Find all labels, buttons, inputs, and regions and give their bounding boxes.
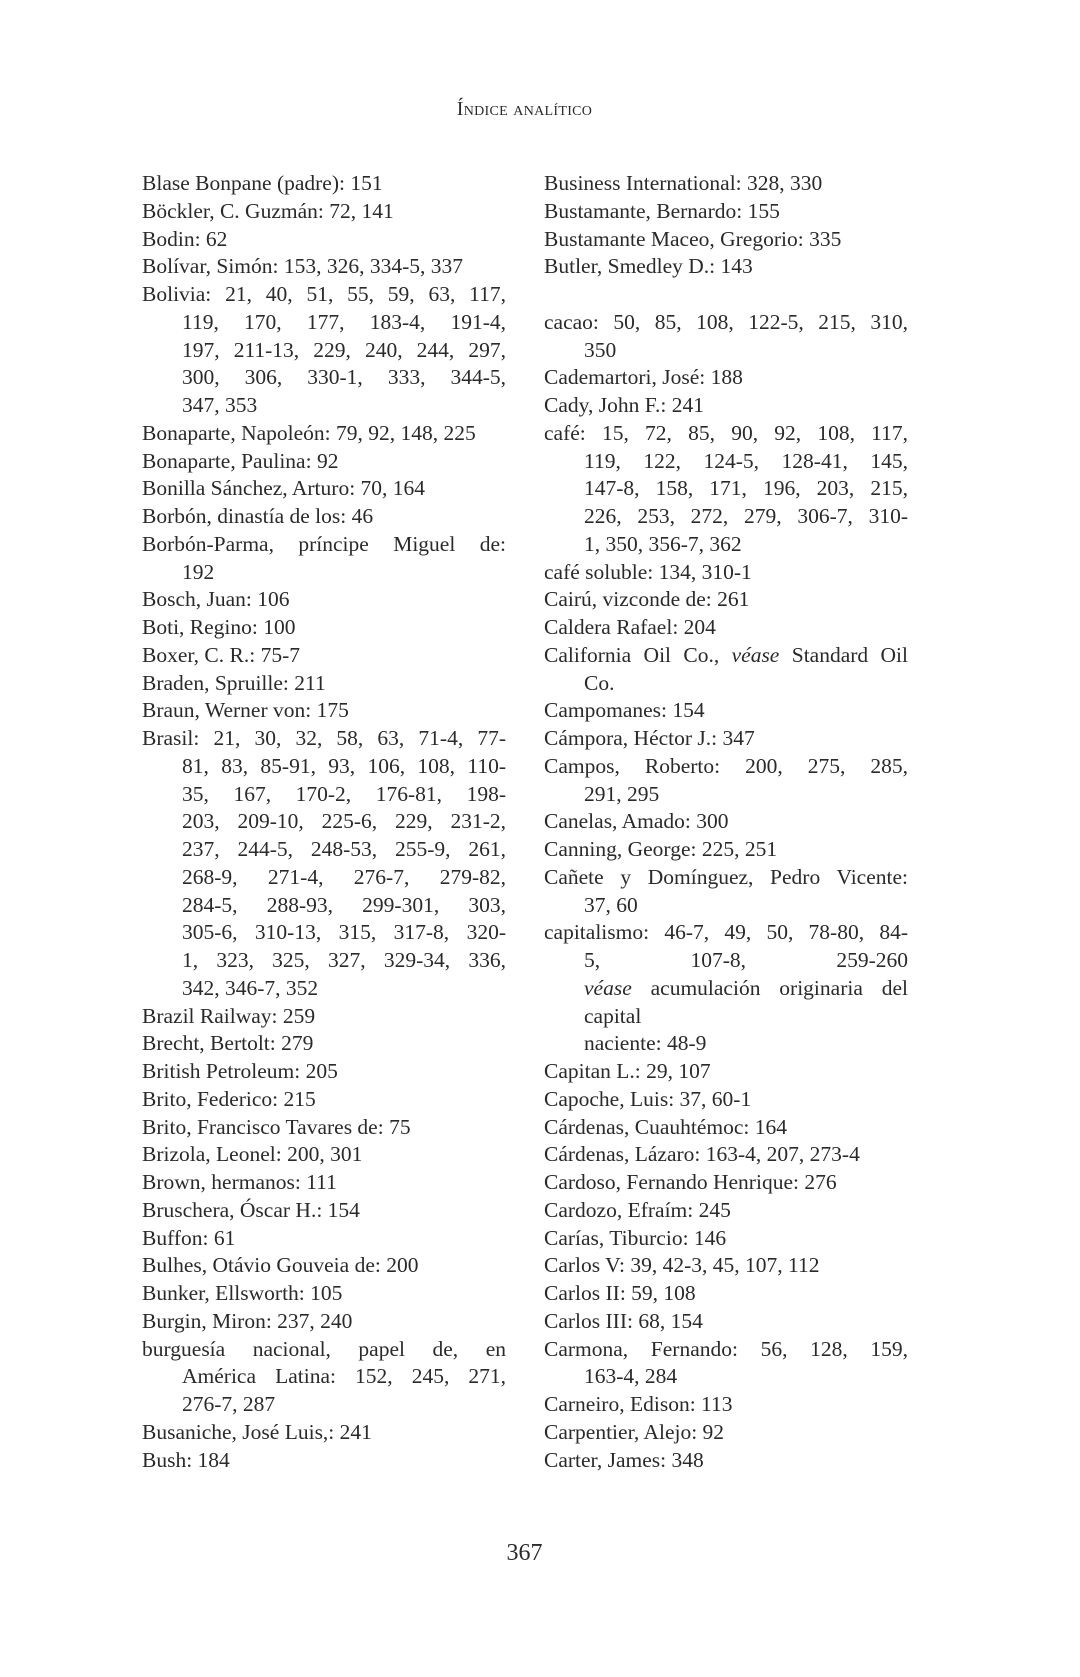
index-entry-line: Cairú, vizconde de: 261 — [544, 587, 750, 612]
index-entry-line: Brasil: 21, 30, 32, 58, 63, 71-4, 77- — [142, 726, 506, 750]
index-entry-continuation: 197, 211-13, 229, 240, 244, 297, — [182, 337, 506, 362]
index-entry-continuation: 192 — [182, 559, 215, 584]
index-entry-line: Campomanes: 154 — [544, 698, 705, 723]
index-entry-continuation: 147-8, 158, 171, 196, 203, 215, — [584, 476, 908, 501]
index-entry — [544, 1391, 908, 1419]
index-entry-line: Brecht, Bertolt: 279 — [142, 1031, 314, 1056]
index-entry — [544, 1141, 908, 1169]
index-entry-line: Bonaparte, Paulina: 92 — [142, 448, 339, 473]
index-entry-continuation: 276-7, 287 — [182, 1392, 276, 1416]
index-entry — [544, 226, 908, 254]
index-entry-line: Capitan L.: 29, 107 — [544, 1059, 711, 1083]
index-entry-line: Brito, Federico: 215 — [142, 1086, 316, 1111]
index-entry-continuation: 291, 295 — [584, 781, 660, 806]
index-entry — [142, 1308, 506, 1336]
index-entry — [544, 836, 908, 864]
index-entry — [142, 1225, 506, 1253]
index-entry-continuation: 119, 170, 177, 183-4, 191-4, — [182, 309, 506, 334]
index-entry-continuation: 342, 346-7, 352 — [182, 975, 319, 1000]
index-entry — [544, 1252, 908, 1280]
index-entry-line: Busaniche, José Luis,: 241 — [142, 1419, 372, 1444]
index-entry — [142, 1169, 506, 1197]
index-entry — [544, 614, 908, 642]
index-entry — [142, 475, 506, 503]
index-entry — [544, 864, 908, 920]
index-entry-continuation: 226, 253, 272, 279, 306-7, 310- — [584, 504, 908, 528]
index-column-left — [142, 170, 506, 1474]
index-entry-line: Cárdenas, Lázaro: 163-4, 207, 273-4 — [544, 1142, 860, 1167]
index-entry-continuation: 350 — [584, 337, 617, 362]
index-entry — [544, 1197, 908, 1225]
index-entry — [142, 1058, 506, 1086]
index-entry-line: Bonilla Sánchez, Arturo: 70, 164 — [142, 476, 426, 501]
index-entry-continuation: 35, 167, 170-2, 176-81, 198- — [182, 781, 506, 806]
index-entry-line: burguesía nacional, papel de, en — [142, 1336, 506, 1361]
index-entry — [544, 1308, 908, 1336]
index-entry-line: Bruschera, Óscar H.: 154 — [142, 1197, 360, 1222]
index-entry-line: Business International: 328, 330 — [544, 171, 823, 195]
see-reference: véase — [731, 642, 780, 667]
index-entry-line: Braun, Werner von: 175 — [142, 698, 349, 723]
index-entry-continuation: 284-5, 288-93, 299-301, 303, — [182, 892, 506, 917]
index-entry — [544, 1225, 908, 1253]
index-entry-line: Campos, Roberto: 200, 275, 285, — [544, 753, 908, 778]
index-entry-continuation: 163-4, 284 — [584, 1364, 678, 1389]
running-header: Índice analítico — [456, 98, 593, 120]
index-entry-line: Boti, Regino: 100 — [142, 615, 296, 639]
index-entry-continuation: 305-6, 310-13, 315, 317-8, 320- — [182, 920, 506, 945]
section-gap — [544, 281, 908, 309]
index-entry-line: Cámpora, Héctor J.: 347 — [544, 726, 755, 750]
index-entry-continuation: 119, 122, 124-5, 128-41, 145, — [584, 448, 908, 473]
index-entry — [142, 670, 506, 698]
index-entry — [544, 1169, 908, 1197]
index-entry — [142, 1141, 506, 1169]
index-entry-continuation: 1, 323, 325, 327, 329-34, 336, — [182, 948, 506, 972]
index-entry-line: Bolívar, Simón: 153, 326, 334-5, 337 — [142, 254, 464, 279]
index-entry-line: Carlos II: 59, 108 — [544, 1281, 696, 1305]
index-entry-line: Brazil Railway: 259 — [142, 1003, 316, 1028]
index-entry-continuation: 37, 60 — [584, 892, 638, 917]
index-entry-line: Carlos III: 68, 154 — [544, 1308, 703, 1333]
index-entry-continuation: Co. — [584, 670, 615, 695]
index-entry-line: Carneiro, Edison: 113 — [544, 1392, 733, 1416]
index-entry — [544, 364, 908, 392]
index-entry — [544, 725, 908, 753]
index-entry-continuation: 268-9, 271-4, 276-7, 279-82, — [182, 864, 506, 889]
index-entry — [142, 226, 506, 254]
index-entry — [142, 725, 506, 1003]
index-entry-line: Carmona, Fernando: 56, 128, 159, — [544, 1336, 908, 1361]
index-entry-line: Capoche, Luis: 37, 60-1 — [544, 1086, 752, 1111]
index-entry — [142, 1252, 506, 1280]
index-entry-line: Carías, Tiburcio: 146 — [544, 1225, 727, 1250]
index-entry — [142, 697, 506, 725]
index-entry-line: Blase Bonpane (padre): 151 — [142, 171, 383, 195]
index-entry — [142, 448, 506, 476]
index-entry — [142, 531, 506, 587]
index-entry-line: Cademartori, José: 188 — [544, 365, 743, 390]
index-entry — [544, 1419, 908, 1447]
index-entry-line: Bustamante Maceo, Gregorio: 335 — [544, 226, 842, 251]
index-entry-line: British Petroleum: 205 — [142, 1059, 338, 1083]
index-entry — [544, 1447, 908, 1475]
index-entry-line: Braden, Spruille: 211 — [142, 670, 326, 695]
index-entry — [544, 1114, 908, 1142]
index-entry-line: Bosch, Juan: 106 — [142, 587, 290, 612]
index-entry — [544, 586, 908, 614]
index-entry-continuation: véase acumulación originaria del — [584, 975, 908, 1000]
index-entry — [142, 1336, 506, 1419]
index-entry — [544, 392, 908, 420]
index-entry-line: cacao: 50, 85, 108, 122-5, 215, 310, — [544, 309, 908, 334]
index-entry — [544, 559, 908, 587]
index-entry — [544, 697, 908, 725]
index-entry — [142, 1197, 506, 1225]
index-entry — [142, 281, 506, 420]
index-entry-continuation: 300, 306, 330-1, 333, 344-5, — [182, 365, 506, 390]
index-entry — [544, 1058, 908, 1086]
index-entry-line: Bush: 184 — [142, 1447, 230, 1472]
index-entry-line: capitalismo: 46-7, 49, 50, 78-80, 84- — [544, 920, 908, 945]
index-entry-line: Borbón, dinastía de los: 46 — [142, 504, 374, 528]
index-entry — [142, 1114, 506, 1142]
index-entry-line: Bolivia: 21, 40, 51, 55, 59, 63, 117, — [142, 282, 506, 306]
index-entry-continuation: 237, 244-5, 248-53, 255-9, 261, — [182, 837, 506, 861]
index-entry — [142, 503, 506, 531]
index-entry — [544, 753, 908, 809]
see-reference: véase — [584, 975, 632, 1000]
index-entry — [142, 1003, 506, 1031]
index-entry — [544, 1336, 908, 1392]
index-entry — [142, 1280, 506, 1308]
index-entry-line: café soluble: 134, 310-1 — [544, 559, 752, 584]
index-entry-line: Brizola, Leonel: 200, 301 — [142, 1142, 363, 1167]
index-entry-line: Bodin: 62 — [142, 226, 228, 251]
index-entry-line: California Oil Co., véase Standard Oil — [544, 642, 908, 667]
index-entry-line: Cardozo, Efraím: 245 — [544, 1197, 731, 1222]
index-entry-line: Bunker, Ellsworth: 105 — [142, 1281, 343, 1305]
index-entry-line: Brown, hermanos: 111 — [142, 1170, 337, 1194]
index-entry-line: Butler, Smedley D.: 143 — [544, 254, 753, 279]
index-entry — [544, 1280, 908, 1308]
index-entry-continuation: 1, 350, 356-7, 362 — [584, 531, 742, 556]
index-entry-line: Carpentier, Alejo: 92 — [544, 1419, 725, 1444]
index-entry-line: Carter, James: 348 — [544, 1447, 704, 1472]
index-entry — [544, 420, 908, 559]
index-entry — [142, 253, 506, 281]
index-entry — [544, 642, 908, 698]
index-entry-line: Böckler, C. Guzmán: 72, 141 — [142, 198, 394, 223]
index-entry — [142, 1419, 506, 1447]
index-entry-line: Burgin, Miron: 237, 240 — [142, 1308, 353, 1333]
index-entry-line: Bonaparte, Napoleón: 79, 92, 148, 225 — [142, 420, 476, 445]
index-entry-line: Brito, Francisco Tavares de: 75 — [142, 1114, 411, 1139]
index-entry-line: Bulhes, Otávio Gouveia de: 200 — [142, 1253, 419, 1278]
index-entry-line: Borbón-Parma, príncipe Miguel de: — [142, 531, 506, 556]
index-entry-continuation: naciente: 48-9 — [584, 1031, 707, 1056]
index-entry — [142, 420, 506, 448]
index-entry-line: Caldera Rafael: 204 — [544, 615, 716, 639]
index-entry-line: Cardoso, Fernando Henrique: 276 — [544, 1170, 837, 1194]
blank-line — [544, 281, 908, 309]
index-entry-line: Cañete y Domínguez, Pedro Vicente: — [544, 864, 908, 889]
index-entry-continuation: América Latina: 152, 245, 271, — [182, 1364, 506, 1389]
index-entry — [544, 1086, 908, 1114]
index-entry — [544, 170, 908, 198]
index-entry-line: Buffon: 61 — [142, 1225, 236, 1250]
index-entry — [544, 198, 908, 226]
index-entry-line: café: 15, 72, 85, 90, 92, 108, 117, — [544, 420, 908, 445]
index-entry — [142, 1086, 506, 1114]
index-entry — [142, 1447, 506, 1475]
index-entry-line: Canning, George: 225, 251 — [544, 837, 778, 861]
index-entry-line: Cárdenas, Cuauhtémoc: 164 — [544, 1114, 788, 1139]
index-entry-continuation: capital — [584, 1003, 642, 1028]
index-entry — [142, 614, 506, 642]
index-entry — [544, 309, 908, 365]
page-number: 367 — [506, 1540, 543, 1566]
index-entry-line: Boxer, C. R.: 75-7 — [142, 642, 300, 667]
index-entry-continuation: 347, 353 — [182, 393, 258, 417]
index-entry — [142, 198, 506, 226]
index-entry-line: Canelas, Amado: 300 — [544, 809, 729, 834]
index-entry — [544, 808, 908, 836]
index-entry-continuation: 203, 209-10, 225-6, 229, 231-2, — [182, 809, 506, 834]
index-entry — [544, 919, 908, 1058]
index-entry-continuation: 5, 107-8, 259-260 — [584, 948, 908, 972]
index-entry — [142, 1030, 506, 1058]
index-entry — [142, 586, 506, 614]
index-entry — [142, 170, 506, 198]
index-entry — [544, 253, 908, 281]
index-entry-line: Carlos V: 39, 42-3, 45, 107, 112 — [544, 1253, 820, 1278]
index-entry-continuation: 81, 83, 85-91, 93, 106, 108, 110- — [182, 753, 506, 778]
index-entry-line: Bustamante, Bernardo: 155 — [544, 198, 780, 223]
index-entry — [142, 642, 506, 670]
index-entry-line: Cady, John F.: 241 — [544, 393, 704, 417]
index-column-right — [544, 170, 908, 1474]
